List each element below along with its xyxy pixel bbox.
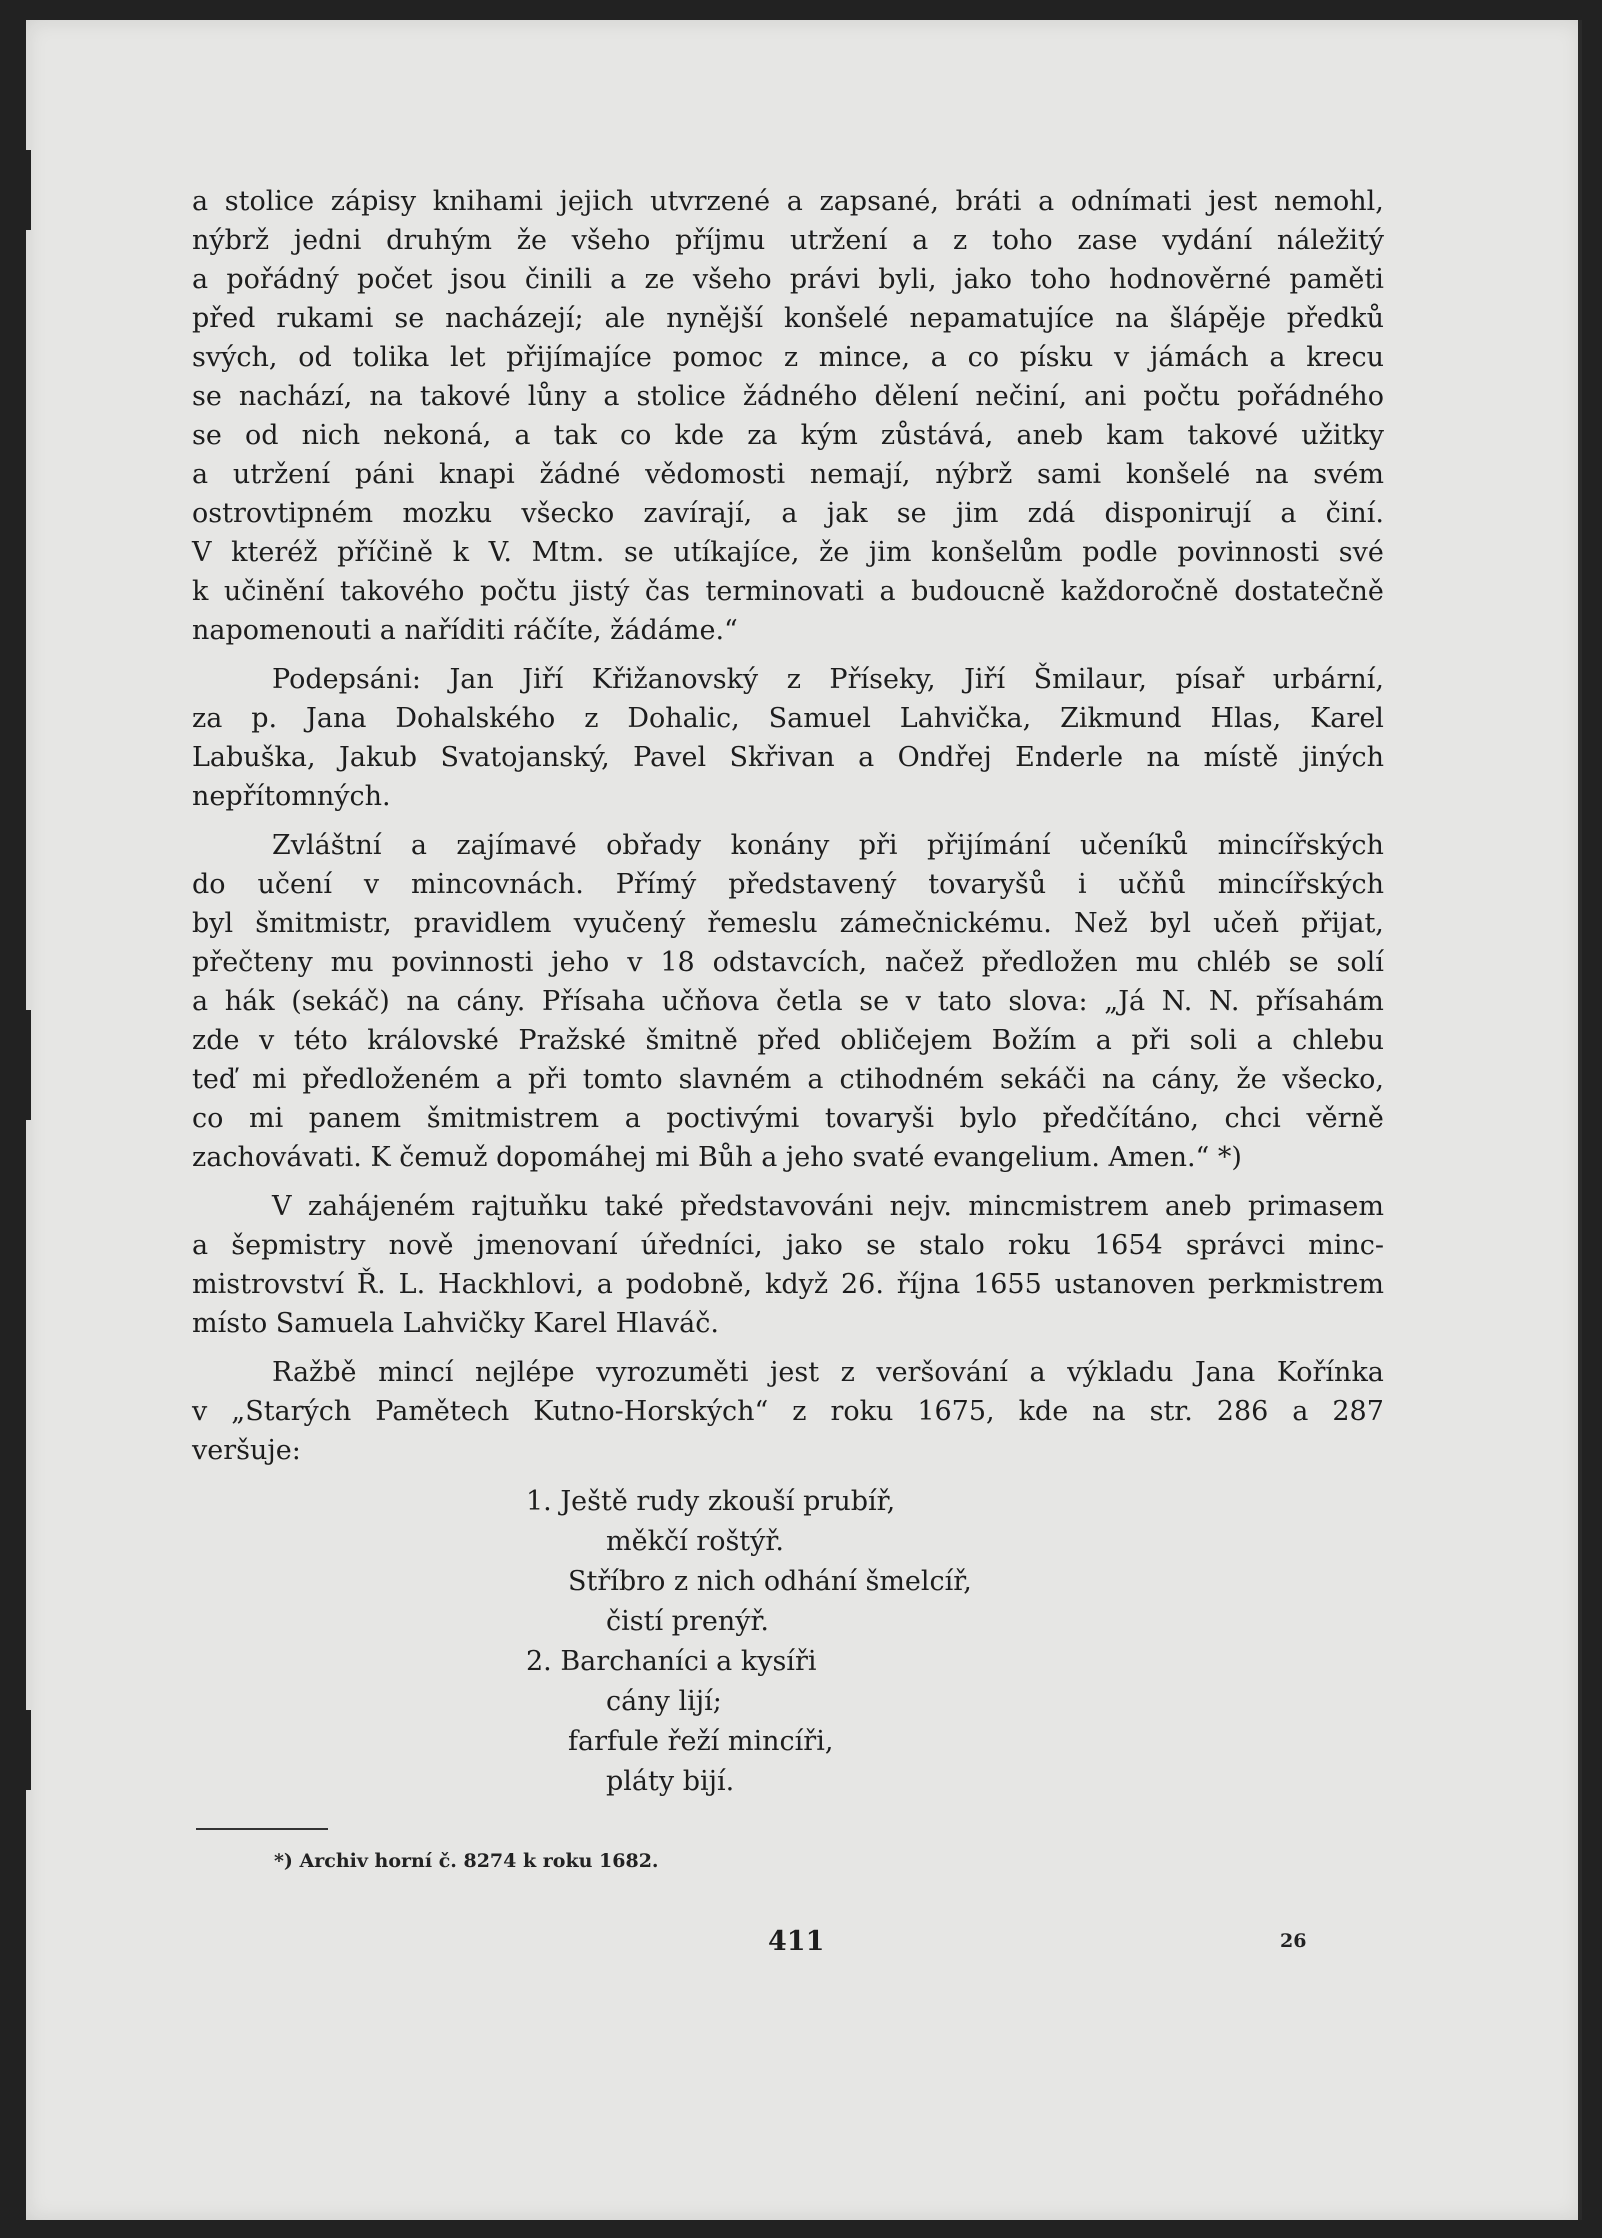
text-line: za p. Jana Dohalského z Dohalic, Samuel Lahvička, Zikmund Hlas, Karel bbox=[192, 703, 1384, 734]
body-text bbox=[192, 182, 1384, 1480]
paragraph-1 bbox=[192, 182, 1384, 650]
text-line: se od nich nekoná, a tak co kde za kým zůstává, aneb kam takové užitky bbox=[192, 420, 1384, 451]
text-line: Ražbě mincí nejlépe vyrozuměti jest z veršování a výkladu Jana Kořínka bbox=[272, 1357, 1384, 1388]
verse-line: čistí prenýř. bbox=[606, 1606, 770, 1637]
text-line: místo Samuela Lahvičky Karel Hlaváč. bbox=[192, 1308, 719, 1339]
text-line: teď mi předloženém a při tomto slavném a ctihodném sekáči na cány, že všecko, bbox=[192, 1064, 1384, 1095]
binding-mark bbox=[26, 150, 31, 230]
verse-line: 1. Ještě rudy zkouší prubíř, bbox=[526, 1486, 896, 1517]
text-line: nýbrž jedni druhým že všeho příjmu utržení a z toho zase vydání náležitý bbox=[192, 225, 1384, 256]
text-line: před rukami se nacházejí; ale nynější konšelé nepamatujíce na šlápěje předků bbox=[192, 303, 1384, 334]
page-number: 411 bbox=[768, 1926, 825, 1957]
text-line: co mi panem šmitmistrem a poctivými tovaryši bylo předčítáno, chci věrně bbox=[192, 1103, 1384, 1134]
text-line: a pořádný počet jsou činili a ze všeho právi byli, jako toho hodnověrné paměti bbox=[192, 264, 1384, 295]
text-line: svých, od tolika let přijímajíce pomoc z mince, a co písku v jámách a krecu bbox=[192, 342, 1384, 373]
verse-line: Stříbro z nich odhání šmelcíř, bbox=[568, 1566, 972, 1597]
text-line: Podepsáni: Jan Jiří Křižanovský z Příseky, Jiří Šmilaur, písař urbární, bbox=[272, 664, 1384, 695]
text-line: V kteréž příčině k V. Mtm. se utíkajíce, že jim konšelům podle povinnosti své bbox=[192, 537, 1384, 568]
paragraph-5 bbox=[192, 1353, 1384, 1470]
text-line: V zahájeném rajtuňku také představováni nejv. mincmistrem aneb primasem bbox=[272, 1191, 1384, 1222]
text-line: a stolice zápisy knihami jejich utvrzené a zapsané, bráti a odnímati jest nemohl, bbox=[192, 186, 1384, 217]
text-line: do učení v mincovnách. Přímý představený tovaryšů i učňů mincířských bbox=[192, 869, 1384, 900]
text-line: a šepmistry nově jmenovaní úředníci, jako se stalo roku 1654 správci minc- bbox=[192, 1230, 1384, 1261]
text-line: v „Starých Pamětech Kutno-Horských“ z roku 1675, kde na str. 286 a 287 bbox=[192, 1396, 1384, 1427]
binding-mark bbox=[1578, 20, 1582, 2220]
footnote: *) Archiv horní č. 8274 k roku 1682. bbox=[274, 1850, 659, 1872]
paragraph-2 bbox=[192, 660, 1384, 816]
text-line: přečteny mu povinnosti jeho v 18 odstavcích, načež předložen mu chléb se solí bbox=[192, 947, 1384, 978]
footnote-rule bbox=[196, 1828, 328, 1830]
text-line: zde v této královské Pražské šmitně před obličejem Božím a při soli a chlebu bbox=[192, 1025, 1384, 1056]
verse-line: pláty bijí. bbox=[606, 1766, 735, 1797]
text-line: byl šmitmistr, pravidlem vyučený řemeslu zámečnickému. Než byl učeň přijat, bbox=[192, 908, 1384, 939]
text-line: Zvláštní a zajímavé obřady konány při přijímání učeníků mincířských bbox=[272, 830, 1384, 861]
text-line: a hák (sekáč) na cány. Přísaha učňova četla se v tato slova: „Já N. N. přísahám bbox=[192, 986, 1384, 1017]
text-line: se nachází, na takové lůny a stolice žádného dělení nečiní, ani počtu pořádného bbox=[192, 381, 1384, 412]
text-line: Labuška, Jakub Svatojanský, Pavel Skřivan a Ondřej Enderle na místě jiných bbox=[192, 742, 1384, 773]
binding-mark bbox=[26, 1010, 31, 1120]
verse-block bbox=[526, 1482, 972, 1802]
paragraph-4 bbox=[192, 1187, 1384, 1343]
binding-mark bbox=[26, 1710, 31, 1790]
verse-line: farfule řeží mincíři, bbox=[568, 1726, 834, 1757]
verse-line: 2. Barchaníci a kysíři bbox=[526, 1646, 817, 1677]
text-line: ostrovtipném mozku všecko zavírají, a jak se jim zdá disponirují a činí. bbox=[192, 498, 1384, 529]
text-line: mistrovství Ř. L. Hackhlovi, a podobně, když 26. října 1655 ustanoven perkmistrem bbox=[192, 1269, 1384, 1300]
verse-line: cány lijí; bbox=[606, 1686, 722, 1717]
document-page bbox=[26, 20, 1582, 2220]
verse-line: měkčí roštýř. bbox=[606, 1526, 784, 1557]
text-line: veršuje: bbox=[192, 1435, 301, 1466]
text-line: a utržení páni knapi žádné vědomosti nemají, nýbrž sami konšelé na svém bbox=[192, 459, 1384, 490]
text-line: napomenouti a naříditi ráčíte, žádáme.“ bbox=[192, 615, 738, 646]
text-line: k učinění takového počtu jistý čas terminovati a budoucně každoročně dostatečně bbox=[192, 576, 1384, 607]
text-line: zachovávati. K čemuž dopomáhej mi Bůh a jeho svaté evangelium. Amen.“ *) bbox=[192, 1142, 1242, 1173]
text-line: nepřítomných. bbox=[192, 781, 391, 812]
signature-mark: 26 bbox=[1280, 1930, 1307, 1952]
paragraph-3 bbox=[192, 826, 1384, 1177]
